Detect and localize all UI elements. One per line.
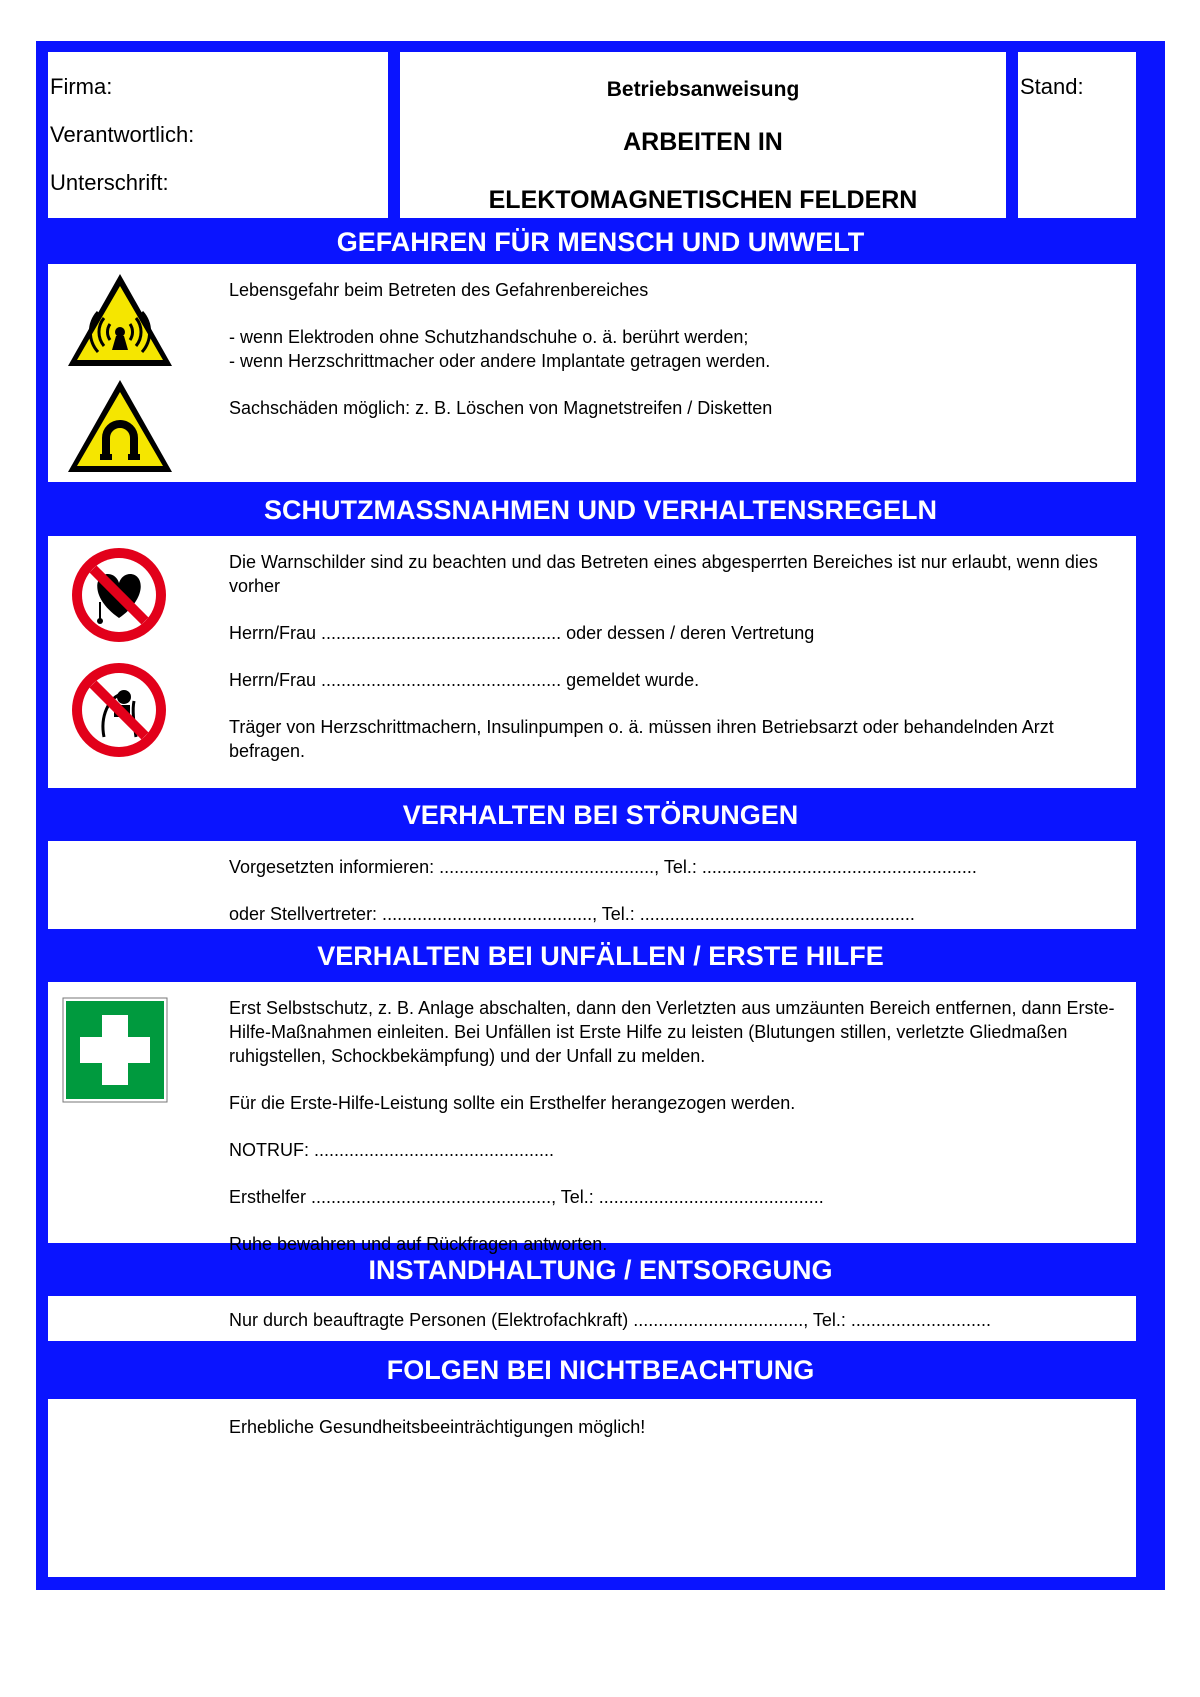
gefahren-p3: Sachschäden möglich: z. B. Löschen von Magnetstreifen / Disketten xyxy=(229,398,773,418)
section-title-gefahren: GEFAHREN FÜR MENSCH UND UMWELT xyxy=(336,227,865,257)
schutz-p1: Die Warnschilder sind zu beachten und das Betreten eines abgesperrten Bereiches ist nur erlaubt, wenn dies vorher xyxy=(229,552,1098,596)
stand-label: Stand: xyxy=(1020,74,1084,99)
title-line-1: ARBEITEN IN xyxy=(623,128,783,156)
firma-label: Firma: xyxy=(50,74,113,99)
no-implant-icon xyxy=(70,661,168,759)
section-title-folgen: FOLGEN BEI NICHTBEACHTUNG xyxy=(386,1355,815,1385)
folgen-text xyxy=(229,1415,1129,1439)
instandhaltung-p1: Nur durch beauftragte Personen (Elektrofachkraft) .................................., Tel.: ............................ xyxy=(229,1310,991,1330)
stoerungen-p1: Vorgesetzten informieren: ..........................................., Tel.: ....................................................... xyxy=(229,857,977,877)
section-unfaelle xyxy=(48,982,1136,1254)
gefahren-p2b: - wenn Herzschrittmacher oder andere Implantate getragen werden. xyxy=(229,351,771,371)
gefahren-p2a: - wenn Elektroden ohne Schutzhandschuhe o. ä. berührt werden; xyxy=(229,327,749,347)
gefahren-text xyxy=(229,278,1129,443)
header-stand-box xyxy=(1018,52,1136,218)
unfaelle-p1: Erst Selbstschutz, z. B. Anlage abschalten, dann den Verletzten aus umzäunten Bereich entfernen, dann Erste-Hilfe-Maßnahmen einleiten. Bei Unfällen ist Erste Hilfe zu leisten (Blutungen stillen, verletzte Gliedmaßen ruhigstellen, Schockbekämpfung) und der Unfall zu melden. xyxy=(229,998,1115,1066)
no-pacemaker-icon xyxy=(70,546,168,644)
stoerungen-p2: oder Stellvertreter: .........................................., Tel.: ....................................................... xyxy=(229,904,915,924)
section-instandhaltung xyxy=(48,1296,1136,1341)
section-schutz xyxy=(48,536,1136,788)
gefahren-p1: Lebensgefahr beim Betreten des Gefahrenbereiches xyxy=(229,280,649,300)
unfaelle-p4: Ersthelfer ................................................, Tel.: ............................................. xyxy=(229,1187,824,1207)
document-frame xyxy=(36,41,1165,1590)
unterschrift-label: Unterschrift: xyxy=(50,170,169,195)
section-folgen xyxy=(48,1399,1136,1577)
schutz-p2: Herrn/Frau ................................................ oder dessen / deren Vertretung xyxy=(229,623,815,643)
radiation-warning-icon xyxy=(64,270,176,370)
schutz-text xyxy=(229,550,1129,786)
schutz-p3: Herrn/Frau ................................................ gemeldet wurde. xyxy=(229,670,700,690)
first-aid-icon xyxy=(62,997,168,1103)
section-title-instandhaltung: INSTANDHALTUNG / ENTSORGUNG xyxy=(368,1255,833,1285)
title-line-2: ELEKTOMAGNETISCHEN FELDERN xyxy=(488,186,918,214)
schutz-p4: Träger von Herzschrittmachern, Insulinpumpen o. ä. müssen ihren Betriebsarzt oder behandelnden Arzt befragen. xyxy=(229,717,1054,761)
instandhaltung-text xyxy=(229,1308,1129,1332)
verantwortlich-label: Verantwortlich: xyxy=(50,122,195,147)
section-title-stoerungen: VERHALTEN BEI STÖRUNGEN xyxy=(402,800,799,830)
section-gefahren xyxy=(48,264,1136,482)
unfaelle-text xyxy=(229,996,1129,1279)
unfaelle-p3: NOTRUF: ................................................ xyxy=(229,1140,555,1160)
unfaelle-p2: Für die Erste-Hilfe-Leistung sollte ein Ersthelfer herangezogen werden. xyxy=(229,1093,796,1113)
folgen-p1: Erhebliche Gesundheitsbeeinträchtigungen möglich! xyxy=(229,1417,646,1437)
header-company-box xyxy=(48,52,388,218)
section-stoerungen xyxy=(48,841,1136,929)
section-title-unfaelle: VERHALTEN BEI UNFÄLLEN / ERSTE HILFE xyxy=(317,941,884,971)
document-type: Betriebsanweisung xyxy=(606,78,800,101)
header-title-box xyxy=(400,52,1006,218)
magnetic-field-warning-icon xyxy=(64,376,176,476)
unfaelle-p5: Ruhe bewahren und auf Rückfragen antworten. xyxy=(229,1234,608,1254)
section-title-schutz: SCHUTZMASSNAHMEN UND VERHALTENSREGELN xyxy=(263,495,937,525)
